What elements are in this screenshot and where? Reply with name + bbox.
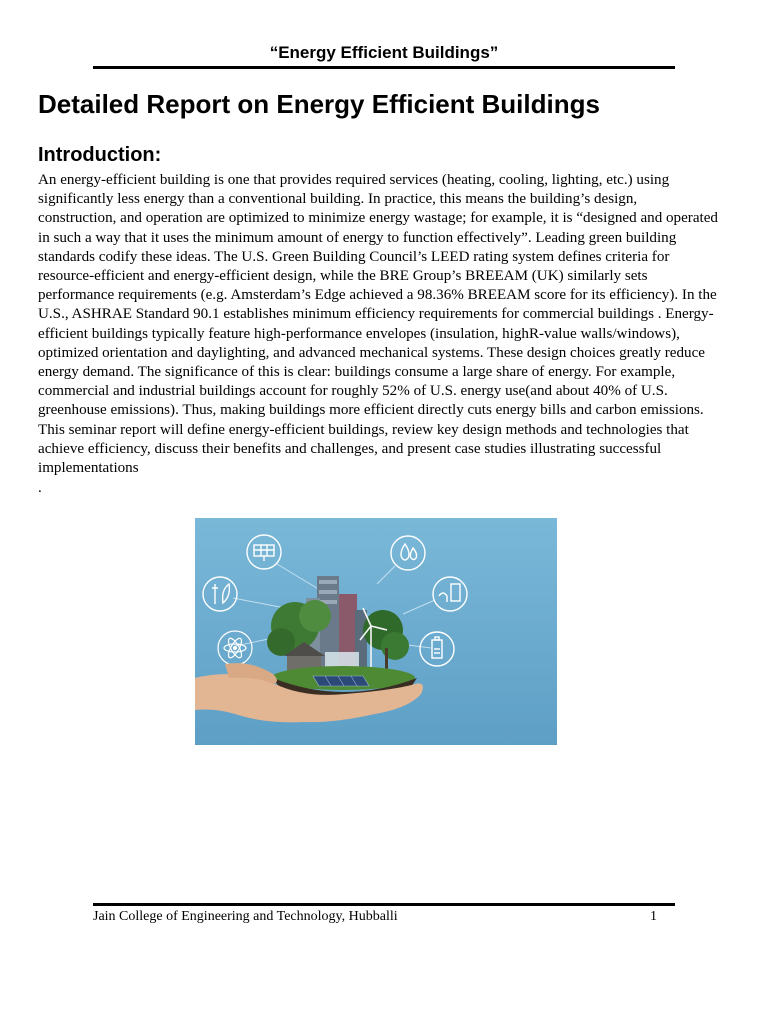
faucet-tank-icon xyxy=(433,577,467,611)
atom-icon xyxy=(218,631,252,665)
plug-leaf-icon xyxy=(203,577,237,611)
section-heading-introduction: Introduction: xyxy=(38,144,162,166)
energy-building-illustration xyxy=(195,518,557,745)
document-title: Detailed Report on Energy Efficient Buildings xyxy=(38,89,600,119)
water-drop-icon xyxy=(391,536,425,570)
trailing-mark: . xyxy=(38,480,42,496)
page-number: 1 xyxy=(650,909,657,924)
footer-rule xyxy=(93,903,675,906)
footer-institution: Jain College of Engineering and Technology, Hubballi xyxy=(93,909,398,924)
introduction-paragraph: An energy-efficient building is one that provides required services (heating, cooling, lighting, etc.) using significantly less energy than a conventional building. In practice, this means the building’s design, construction, and operation are optimized to minimize energy wastage; for example, it is “designed and operated in such a way that it uses the minimum amount of energy to function effectively”. Leading green building standards codify these ideas. The U.S. Green Building Council’s LEED rating system defines criteria for resource-efficient and energy-efficient design, while the BRE Group’s BREEAM (UK) similarly sets performance requirements (e.g. Amsterdam’s Edge achieved a 98.36% BREEAM score for its efficiency). In the U.S., ASHRAE Standard 90.1 establishes minimum efficiency requirements for commercial buildings . Energy-efficient buildings typically feature high-performance envelopes (insulation, highR-value walls/windows), optimized orientation and daylighting, and advanced mechanical systems. These design choices greatly reduce energy demand. The significance of this is clear: buildings consume a large share of energy. For example, commercial and industrial buildings account for roughly 52% of U.S. energy use(and about 40% of U.S. greenhouse emissions). Thus, making buildings more efficient directly cuts energy bills and carbon emissions. This seminar report will define energy-efficient buildings, review key design methods and technologies that achieve efficiency, discuss their benefits and challenges, and present case studies illustrating successful implementations xyxy=(38,172,718,477)
battery-icon xyxy=(420,632,454,666)
ground-solar-panels xyxy=(313,676,369,686)
header-rule xyxy=(93,66,675,69)
running-title: “Energy Efficient Buildings” xyxy=(269,43,499,62)
solar-panel-icon xyxy=(247,535,281,569)
